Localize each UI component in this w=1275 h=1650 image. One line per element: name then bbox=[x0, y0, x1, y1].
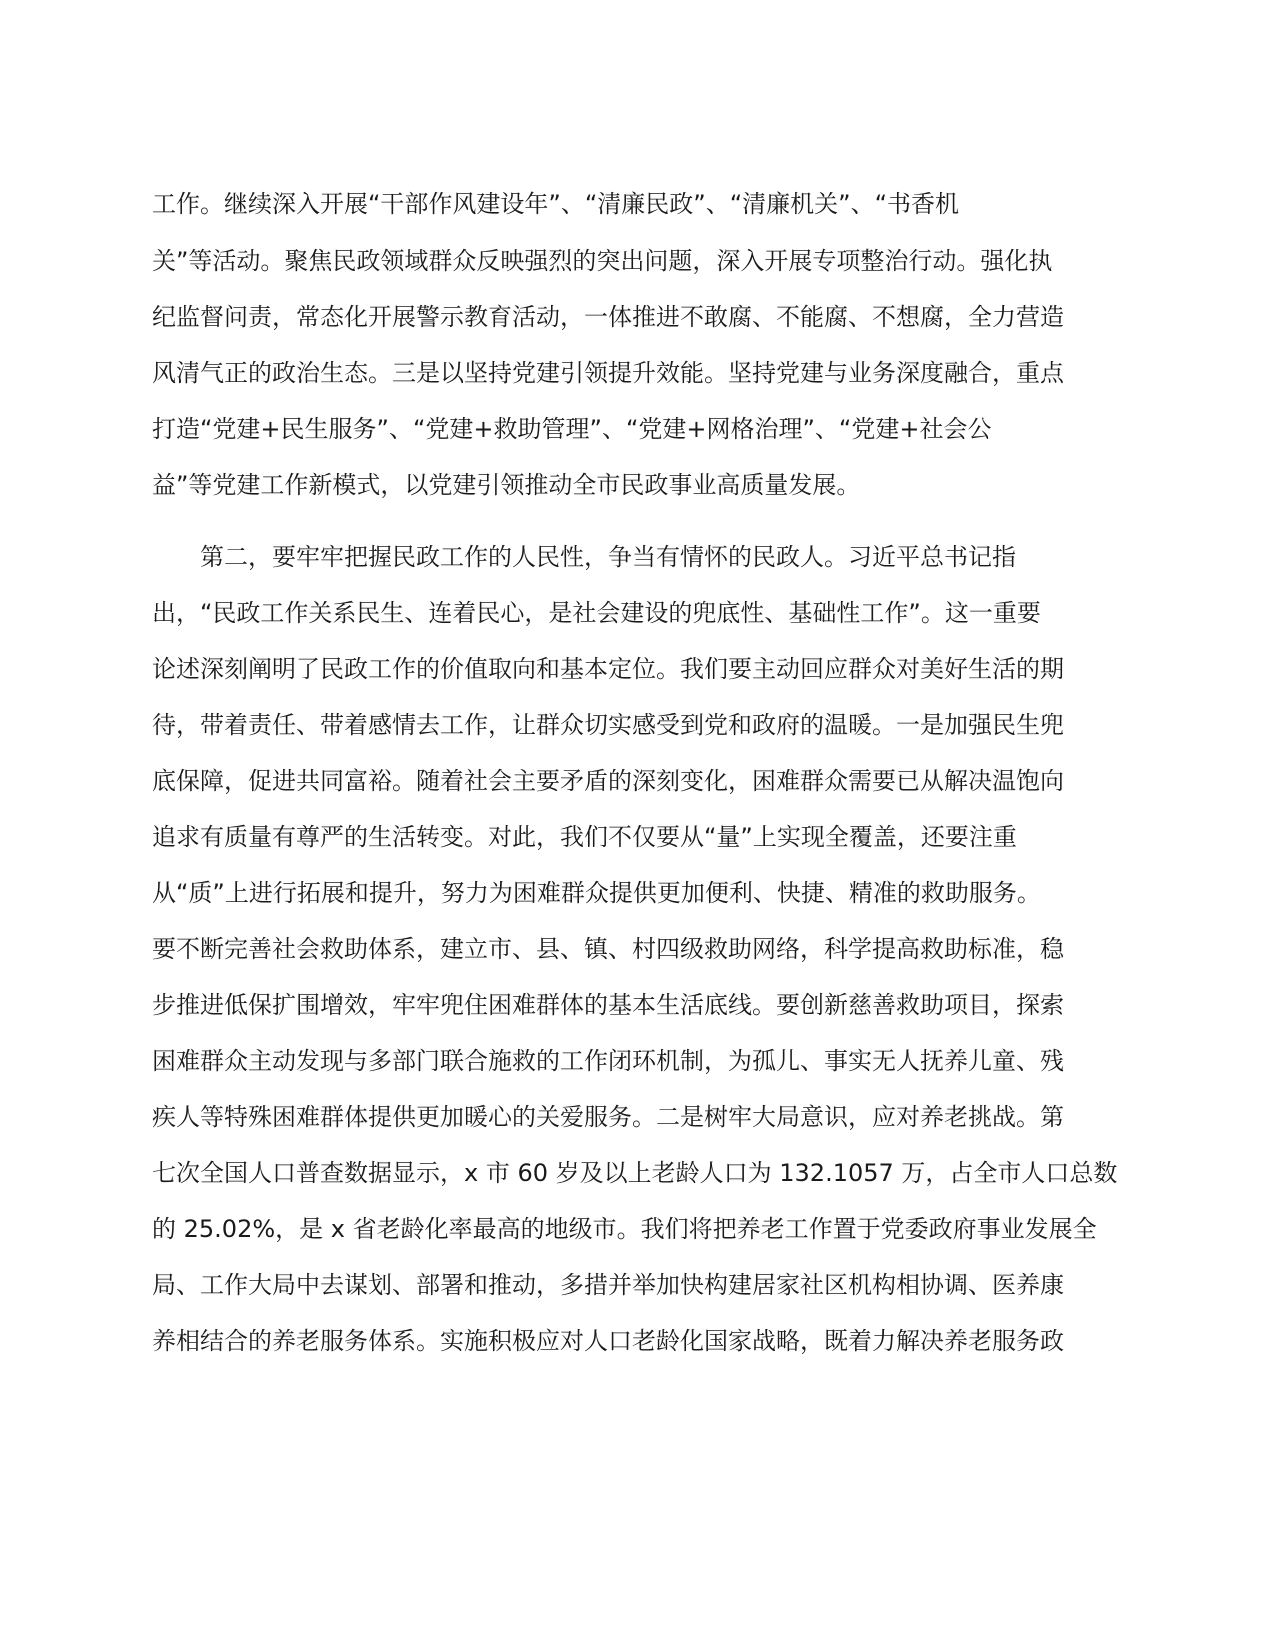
paragraph-2-line-8: 要不断完善社会救助体系，建立市、县、镇、村四级救助网络，科学提高救助标准，稳 bbox=[152, 935, 1064, 963]
paragraph-2-line-11: 疾人等特殊困难群体提供更加暖心的关爱服务。二是树牢大局意识，应对养老挑战。第 bbox=[152, 1103, 1064, 1131]
paragraph-2-line-2: 出，“民政工作关系民生、连着民心，是社会建设的兜底性、基础性工作”。这一重要 bbox=[152, 599, 1041, 627]
paragraph-2-line-7: 从“质”上进行拓展和提升，努力为困难群众提供更加便利、快捷、精准的救助服务。 bbox=[152, 879, 1041, 907]
paragraph-1-line-4: 风清气正的政治生态。三是以坚持党建引领提升效能。坚持党建与业务深度融合，重点 bbox=[152, 359, 1064, 387]
paragraph-1-line-5: 打造“党建+民生服务”、“党建+救助管理”、“党建+网格治理”、“党建+社会公 bbox=[152, 415, 992, 443]
paragraph-2-line-3: 论述深刻阐明了民政工作的价值取向和基本定位。我们要主动回应群众对美好生活的期 bbox=[152, 655, 1064, 683]
paragraph-2-line-14: 局、工作大局中去谋划、部署和推动，多措并举加快构建居家社区机构相协调、医养康 bbox=[152, 1271, 1064, 1299]
paragraph-2-line-15: 养相结合的养老服务体系。实施积极应对人口老龄化国家战略，既着力解决养老服务政 bbox=[152, 1327, 1064, 1355]
paragraph-2-line-9: 步推进低保扩围增效，牢牢兜住困难群体的基本生活底线。要创新慈善救助项目，探索 bbox=[152, 991, 1064, 1019]
paragraph-1-line-2: 关”等活动。聚焦民政领域群众反映强烈的突出问题，深入开展专项整治行动。强化执 bbox=[152, 247, 1053, 275]
paragraph-1-line-6: 益”等党建工作新模式，以党建引领推动全市民政事业高质量发展。 bbox=[152, 471, 861, 499]
paragraph-1-line-1: 工作。继续深入开展“干部作风建设年”、“清廉民政”、“清廉机关”、“书香机 bbox=[152, 190, 960, 218]
paragraph-1-line-3: 纪监督问责，常态化开展警示教育活动，一体推进不敢腐、不能腐、不想腐，全力营造 bbox=[152, 303, 1064, 331]
paragraph-2-line-5: 底保障，促进共同富裕。随着社会主要矛盾的深刻变化，困难群众需要已从解决温饱向 bbox=[152, 767, 1064, 795]
paragraph-2-line-13: 的 25.02%，是 x 省老龄化率最高的地级市。我们将把养老工作置于党委政府事业发展全 bbox=[152, 1215, 1097, 1243]
paragraph-2-line-12: 七次全国人口普查数据显示，x 市 60 岁及以上老龄人口为 132.1057 万，占全市人口总数 bbox=[152, 1159, 1118, 1187]
paragraph-2-line-10: 困难群众主动发现与多部门联合施救的工作闭环机制，为孤儿、事实无人抚养儿童、残 bbox=[152, 1047, 1064, 1075]
paragraph-2-line-4: 待，带着责任、带着感情去工作，让群众切实感受到党和政府的温暖。一是加强民生兜 bbox=[152, 711, 1064, 739]
paragraph-2-line-6: 追求有质量有尊严的生活转变。对此，我们不仅要从“量”上实现全覆盖，还要注重 bbox=[152, 823, 1017, 851]
paragraph-2-line-1: 第二，要牢牢把握民政工作的人民性，争当有情怀的民政人。习近平总书记指 bbox=[200, 543, 1016, 571]
